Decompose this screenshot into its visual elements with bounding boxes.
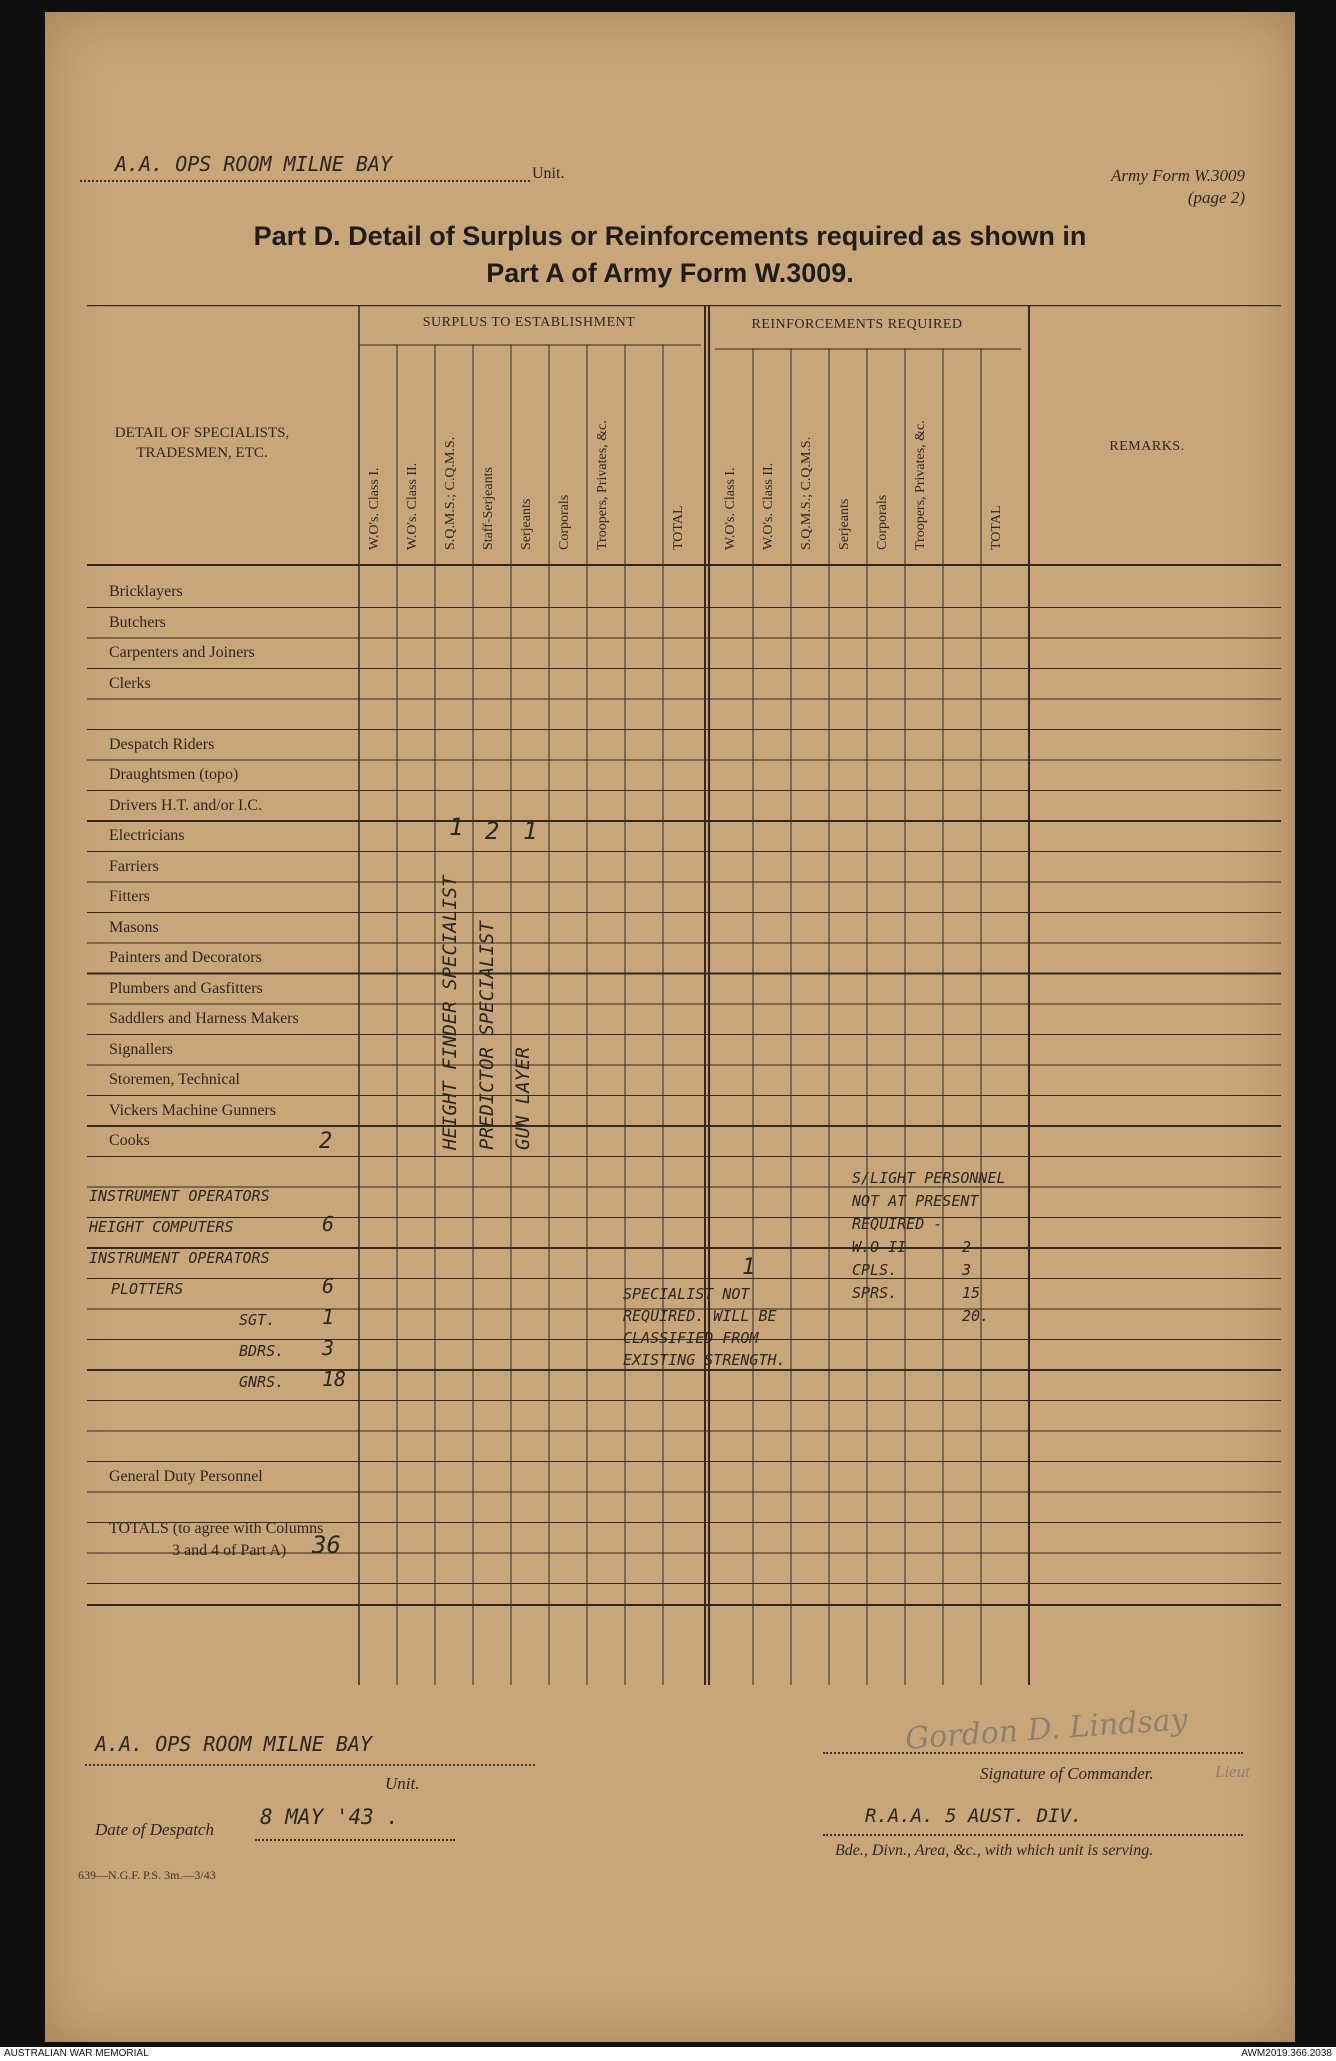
army-form-page: (page 2) — [1187, 188, 1245, 207]
handwritten-entry-value: 3 — [322, 1336, 335, 1360]
detail-table — [87, 305, 1281, 1685]
row-label: Fitters — [109, 888, 150, 905]
row-label: Electricians — [109, 827, 185, 844]
signature-line — [823, 1752, 1243, 1754]
surplus-serjeants-value: 2 — [485, 817, 500, 845]
reinf-note-line: CLASSIFIED FROM — [623, 1329, 759, 1347]
detail-header — [87, 423, 317, 463]
form-paper — [45, 12, 1295, 2042]
remarks-count-label: SPRS. — [852, 1284, 898, 1302]
remarks-count — [852, 1236, 1006, 1259]
date-line — [255, 1839, 455, 1841]
unit-label: Unit. — [532, 165, 565, 182]
signature-label: Signature of Commander. — [980, 1764, 1154, 1783]
surplus-column-header: W.O's. Class I. — [367, 467, 382, 550]
surplus-column-header: Corporals — [557, 494, 572, 550]
archive-strip — [0, 2047, 1336, 2061]
row-label: Carpenters and Joiners — [109, 644, 255, 661]
row-label: Plumbers and Gasfitters — [109, 979, 263, 997]
row-label: Storemen, Technical — [109, 1071, 240, 1088]
reinf-note-line: SPECIALIST NOT — [623, 1285, 750, 1303]
commander-signature: Gordon D. Lindsay — [904, 1702, 1189, 1757]
totals-value: 36 — [312, 1531, 341, 1559]
row-label: Masons — [109, 918, 159, 936]
reinf-note-line: EXISTING STRENGTH. — [623, 1351, 786, 1369]
reinf-note-line: REQUIRED. WILL BE — [623, 1307, 777, 1325]
remarks-count-value: 3 — [962, 1261, 972, 1279]
form-title-line1: Part D. Detail of Surplus or Reinforcements required as shown in — [253, 221, 1087, 251]
surplus-column-header: W.O's. Class II. — [405, 462, 420, 550]
formation-label: Bde., Divn., Area, &c., with which unit is serving. — [835, 1842, 1154, 1859]
row-label: Farriers — [109, 857, 159, 875]
surplus-header: SURPLUS TO ESTABLISHMENT — [422, 315, 636, 330]
vertical-note-gun-layer: GUN LAYER — [512, 1047, 534, 1150]
handwritten-entry-value: 6 — [322, 1212, 335, 1236]
handwritten-entry: PLOTTERS — [111, 1280, 184, 1298]
handwritten-entry: INSTRUMENT OPERATORS — [89, 1187, 270, 1205]
row-label: Drivers H.T. and/or I.C. — [109, 796, 262, 814]
remarks-line: NOT AT PRESENT — [852, 1192, 979, 1210]
date-label: Date of Despatch — [95, 1820, 214, 1839]
handwritten-entry: HEIGHT COMPUTERS — [89, 1218, 234, 1236]
remarks-count-value: 2 — [962, 1238, 972, 1256]
reinf-column-header: TOTAL — [989, 505, 1004, 550]
remarks-count — [852, 1282, 1006, 1305]
remarks-count-label: CPLS. — [852, 1261, 898, 1279]
surplus-column-header: S.Q.M.S.; C.Q.M.S. — [443, 436, 458, 550]
remarks-count-value: 15 — [962, 1284, 981, 1302]
handwritten-entry-value: 1 — [322, 1305, 335, 1329]
reinf-column-header: Troopers, Privates, &c. — [913, 420, 928, 550]
vertical-note-height-finder: HEIGHT FINDER SPECIALIST — [439, 875, 461, 1150]
handwritten-entry: GNRS. — [239, 1373, 285, 1391]
remarks-count-label: W.O II — [852, 1238, 907, 1256]
surplus-column-header: Serjeants — [519, 498, 534, 550]
reinf-column-header: Serjeants — [837, 498, 852, 550]
handwritten-entry-value: 18 — [322, 1367, 347, 1391]
reinforcement-note — [623, 1283, 786, 1371]
surplus-corporals-value: 1 — [523, 817, 538, 845]
surplus-column-header: Troopers, Privates, &c. — [595, 420, 610, 550]
row-label: Draughtsmen (topo) — [109, 766, 239, 783]
row-label: Despatch Riders — [109, 735, 215, 753]
row-label: Saddlers and Harness Makers — [109, 1010, 299, 1027]
remarks-count — [852, 1259, 1006, 1282]
remarks-line: S/LIGHT PERSONNEL — [852, 1169, 1006, 1187]
general-duty-label: General Duty Personnel — [109, 1468, 263, 1485]
row-label: Signallers — [109, 1040, 173, 1058]
detail-header-line1: DETAIL OF SPECIALISTS, — [114, 425, 290, 441]
vertical-note-predictor: PREDICTOR SPECIALIST — [476, 921, 498, 1150]
detail-header-line2: TRADESMEN, ETC. — [136, 445, 268, 461]
row-label: Clerks — [109, 674, 151, 692]
row-label: Bricklayers — [109, 583, 183, 600]
row-label: Painters and Decorators — [109, 949, 262, 966]
totals-line2: 3 and 4 of Part A) — [172, 1542, 287, 1559]
handwritten-entry: BDRS. — [239, 1342, 285, 1360]
row-label: Butchers — [109, 613, 166, 631]
reinforcements-header: REINFORCEMENTS REQUIRED — [751, 317, 963, 332]
commander-rank: Lieut — [1215, 1762, 1250, 1781]
reinf-column-header: S.Q.M.S.; C.Q.M.S. — [799, 436, 814, 550]
print-code: 639—N.G.F. P.S. 3m.—3/43 — [78, 1868, 216, 1882]
unit-handwritten: A.A. OPS ROOM MILNE BAY — [115, 152, 392, 176]
remarks-note — [852, 1167, 1006, 1328]
surplus-column-header: TOTAL — [671, 505, 686, 550]
remarks-line: REQUIRED - — [852, 1215, 943, 1233]
surplus-column-header: Staff-Serjeants — [481, 467, 496, 550]
reinf-column-header: Corporals — [875, 494, 890, 550]
remarks-header: REMARKS. — [1109, 439, 1185, 454]
cooks-value: 2 — [319, 1129, 333, 1154]
row-label: Cooks — [109, 1132, 150, 1149]
reinf-troopers-value: 1 — [742, 1255, 756, 1280]
handwritten-entry: SGT. — [239, 1311, 276, 1329]
form-title-line2: Part A of Army Form W.3009. — [486, 258, 854, 288]
footer-unit-label: Unit. — [385, 1774, 420, 1793]
unit-dotted-line — [80, 180, 530, 182]
formation-line — [823, 1834, 1243, 1836]
archive-left: AUSTRALIAN WAR MEMORIAL — [4, 2048, 149, 2059]
totals-label — [109, 1518, 323, 1562]
handwritten-entry: INSTRUMENT OPERATORS — [89, 1249, 270, 1267]
archive-right: AWM2019.366.2038 — [1241, 2048, 1332, 2059]
handwritten-entry-value: 6 — [322, 1274, 335, 1298]
footer-unit-line — [85, 1764, 535, 1766]
totals-line1: TOTALS (to agree with Columns — [109, 1520, 324, 1537]
reinf-column-header: W.O's. Class II. — [761, 462, 776, 550]
remarks-total: 20. — [962, 1307, 990, 1325]
reinf-column-header: W.O's. Class I. — [723, 467, 738, 550]
date-value: 8 MAY '43 . — [260, 1805, 400, 1829]
surplus-staff-serjeants-value: 1 — [449, 813, 464, 841]
row-label: Vickers Machine Gunners — [109, 1101, 276, 1119]
formation-handwritten: R.A.A. 5 AUST. DIV. — [865, 1805, 1083, 1827]
army-form-number: Army Form W.3009 — [1111, 166, 1245, 185]
army-form-ref — [1111, 165, 1245, 209]
footer-unit-handwritten: A.A. OPS ROOM MILNE BAY — [95, 1732, 372, 1756]
